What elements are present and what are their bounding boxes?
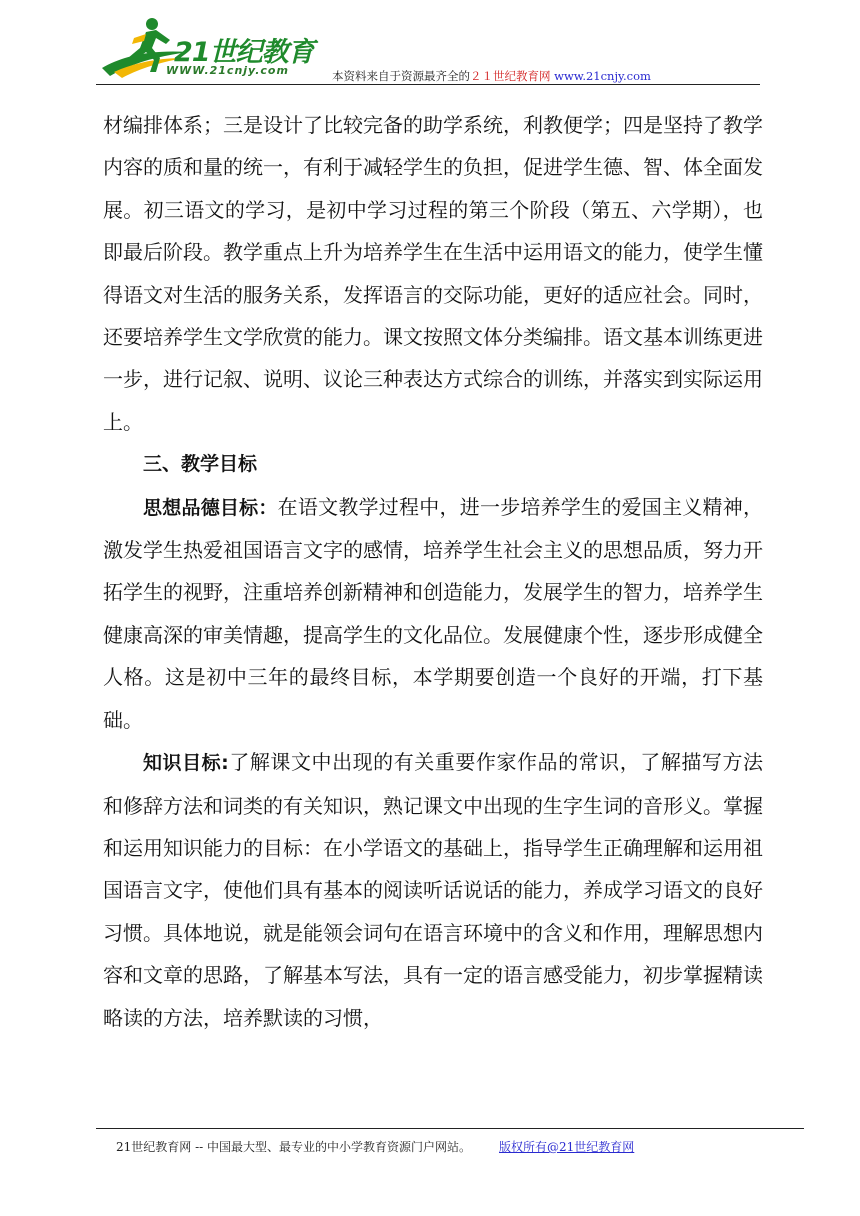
header-note-prefix: 本资料来自于资源最齐全的 [332,69,470,83]
moral-goals-text: 在语文教学过程中，进一步培养学生的爱国主义精神，激发学生热爱祖国语言文字的感情，培养学生社会主义的思想品质，努力开拓学生的视野，注重培养创新精神和创造能力，发展学生的智力，培养学生健康高深的审美情趣，提高学生的文化品位。发展健康个性，逐步形成健全人格。这是初中三年的最终目标，本学期要创造一个良好的开端，打下基础。 [103,494,763,732]
header-brand-link[interactable]: ２１世纪教育网 [470,69,551,83]
footer-site-text: 21世纪教育网 -- 中国最大型、最专业的中小学教育资源门户网站。 [116,1140,472,1154]
footer-divider [96,1128,804,1129]
moral-goals-lead: 思想品德目标： [143,496,278,519]
header-source-note [332,68,651,84]
logo-title: 21世纪教育 [174,37,314,68]
header-url-link[interactable]: www.21cnjy.com [554,69,651,83]
section-heading-teaching-goals: 三、教学目标 [143,453,258,476]
site-logo[interactable] [96,14,326,86]
footer-copyright-link[interactable]: 版权所有@21世纪教育网 [499,1140,635,1154]
paragraph-knowledge-goals [103,741,763,1039]
knowledge-goals-text: 了解课文中出现的有关重要作家作品的常识，了解描写方法和修辞方法和词类的有关知识，熟记课文中出现的生字生词的音形义。掌握和运用知识能力的目标：在小学语文的基础上，指导学生正确理解和运用祖国语言文字，使他们具有基本的阅读听话说话的能力，养成学习语文的良好习惯。具体地说，就是能领会词句在语言环境中的含义和作用，理解思想内容和文章的思路，了解基本写法，具有一定的语言感受能力，初步掌握精读略读的方法，培养默读的习惯， [103,750,764,1030]
page-header [96,14,760,88]
knowledge-goals-lead: 知识目标: [143,752,229,775]
logo-url: WWW.21cnjy.com [166,64,289,77]
paragraph-curriculum: 材编排体系；三是设计了比较完备的助学系统，利教便学；四是坚持了教学内容的质和量的统一，有利于减轻学生的负担，促进学生德、智、体全面发展。初三语文的学习，是初中学习过程的第三个阶段（第五、六学期），也即最后阶段。教学重点上升为培养学生在生活中运用语文的能力，使学生懂得语文对生活的服务关系，发挥语言的交际功能，更好的适应社会。同时，还要培养学生文学欣赏的能力。课文按照文体分类编排。语文基本训练更进一步，进行记叙、说明、议论三种表达方式综合的训练，并落实到实际运用上。 [103,113,763,434]
paragraph-moral-goals [103,486,763,741]
document-body [103,104,763,1039]
header-divider [96,84,760,85]
page-footer [116,1138,634,1155]
